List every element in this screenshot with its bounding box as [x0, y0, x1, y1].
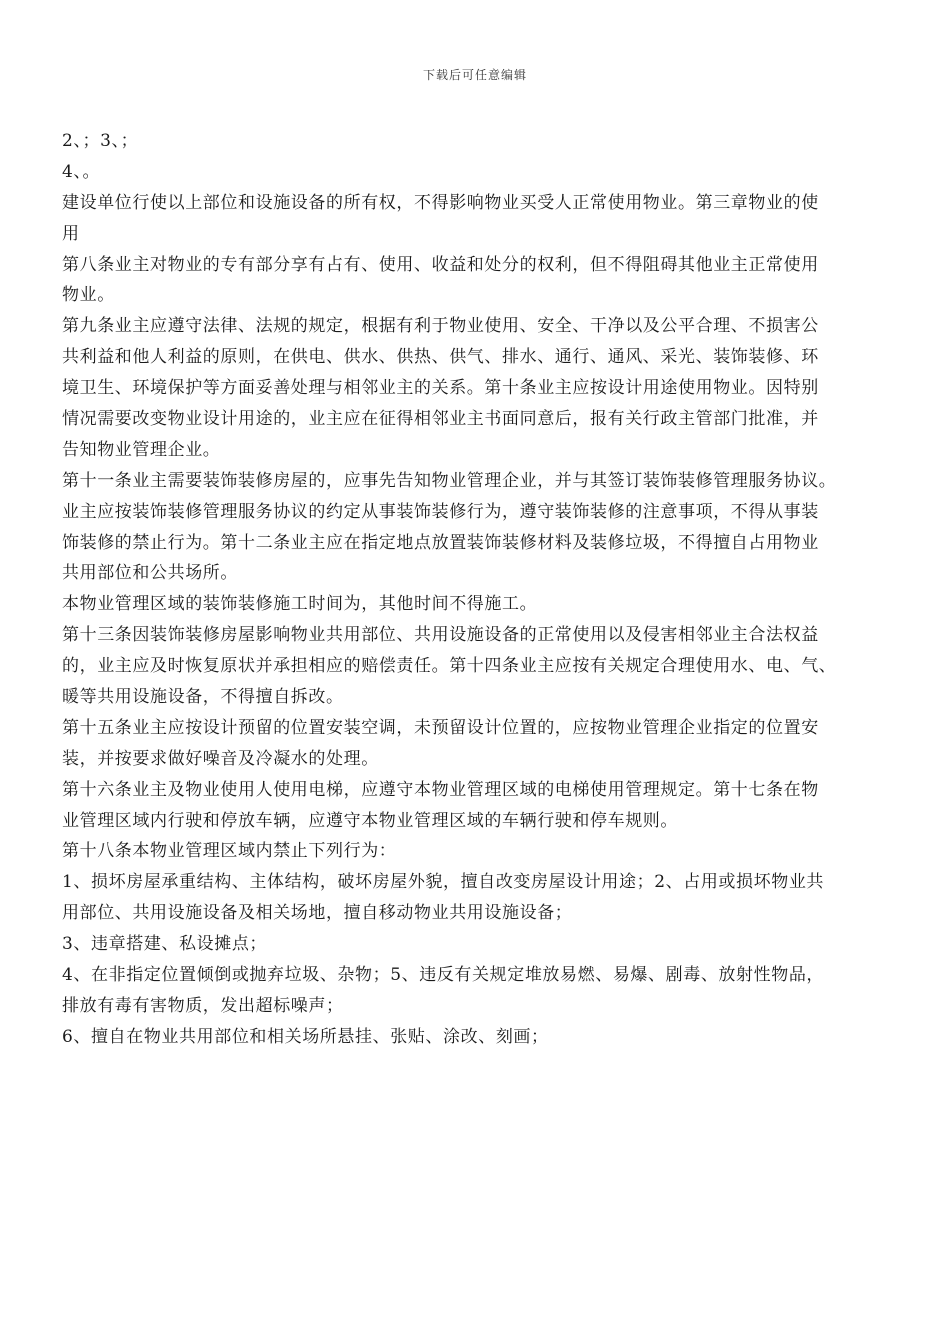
document-body — [62, 126, 894, 1053]
text-line: 建设单位行使以上部位和设施设备的所有权，不得影响物业买受人正常使用物业。第三章物业的使 — [62, 192, 819, 213]
text-line: 用部位、共用设施设备及相关场地，擅自移动物业共用设施设备； — [62, 903, 573, 924]
text-line: 第九条业主应遵守法律、法规的规定，根据有利于物业使用、安全、干净以及公平合理、不损害公 — [62, 316, 819, 337]
text-line: 本物业管理区域的装饰装修施工时间为，其他时间不得施工。 — [62, 594, 538, 615]
text-line: 4、。 — [62, 161, 101, 182]
text-line: 1、损坏房屋承重结构、主体结构，破坏房屋外貌，擅自改变房屋设计用途；2、占用或损坏物业共 — [62, 872, 825, 893]
text-line: 情况需要改变物业设计用途的，业主应在征得相邻业主书面同意后，报有关行政主管部门批准，并 — [62, 409, 819, 430]
text-line: 业主应按装饰装修管理服务协议的约定从事装饰装修行为，遵守装饰装修的注意事项，不得从事装 — [62, 501, 819, 522]
text-line: 业管理区域内行驶和停放车辆，应遵守本物业管理区域的车辆行驶和停车规则。 — [62, 810, 678, 831]
text-line: 物业。 — [62, 285, 115, 306]
text-line: 暖等共用设施设备，不得擅自拆改。 — [62, 687, 344, 708]
text-line: 共用部位和公共场所。 — [62, 563, 238, 584]
text-line: 3、违章搭建、私设摊点； — [62, 934, 268, 955]
text-line: 6、擅自在物业共用部位和相关场所悬挂、张贴、涂改、刻画； — [62, 1026, 549, 1047]
text-line: 境卫生、环境保护等方面妥善处理与相邻业主的关系。第十条业主应按设计用途使用物业。因特别 — [62, 378, 819, 399]
text-line: 第十一条业主需要装饰装修房屋的，应事先告知物业管理企业，并与其签订装饰装修管理服务协议。 — [62, 470, 837, 491]
text-line: 饰装修的禁止行为。第十二条业主应在指定地点放置装饰装修材料及装修垃圾，不得擅自占用物业 — [62, 532, 819, 553]
text-line: 第八条业主对物业的专有部分享有占有、使用、收益和处分的权利，但不得阻碍其他业主正常使用 — [62, 254, 819, 275]
text-line: 排放有毒有害物质，发出超标噪声； — [62, 995, 344, 1016]
text-line: 第十六条业主及物业使用人使用电梯，应遵守本物业管理区域的电梯使用管理规定。第十七条在物 — [62, 779, 819, 800]
text-line: 共利益和他人利益的原则，在供电、供水、供热、供气、排水、通行、通风、采光、装饰装修、环 — [62, 347, 819, 368]
text-line: 的，业主应及时恢复原状并承担相应的赔偿责任。第十四条业主应按有关规定合理使用水、电、气、 — [62, 656, 837, 677]
page-header-note: 下载后可任意编辑 — [422, 68, 527, 82]
text-line: 第十三条因装饰装修房屋影响物业共用部位、共用设施设备的正常使用以及侵害相邻业主合法权益 — [62, 625, 819, 646]
text-line: 4、在非指定位置倾倒或抛弃垃圾、杂物；5、违反有关规定堆放易燃、易爆、剧毒、放射性物品， — [62, 965, 825, 986]
text-line: 装，并按要求做好噪音及冷凝水的处理。 — [62, 748, 379, 769]
text-line: 告知物业管理企业。 — [62, 439, 221, 460]
text-line: 用 — [62, 223, 80, 244]
text-line: 第十八条本物业管理区域内禁止下列行为： — [62, 841, 397, 862]
text-line: 第十五条业主应按设计预留的位置安装空调，未预留设计位置的，应按物业管理企业指定的位置安 — [62, 717, 819, 738]
text-line: 2、；3、； — [62, 131, 139, 151]
